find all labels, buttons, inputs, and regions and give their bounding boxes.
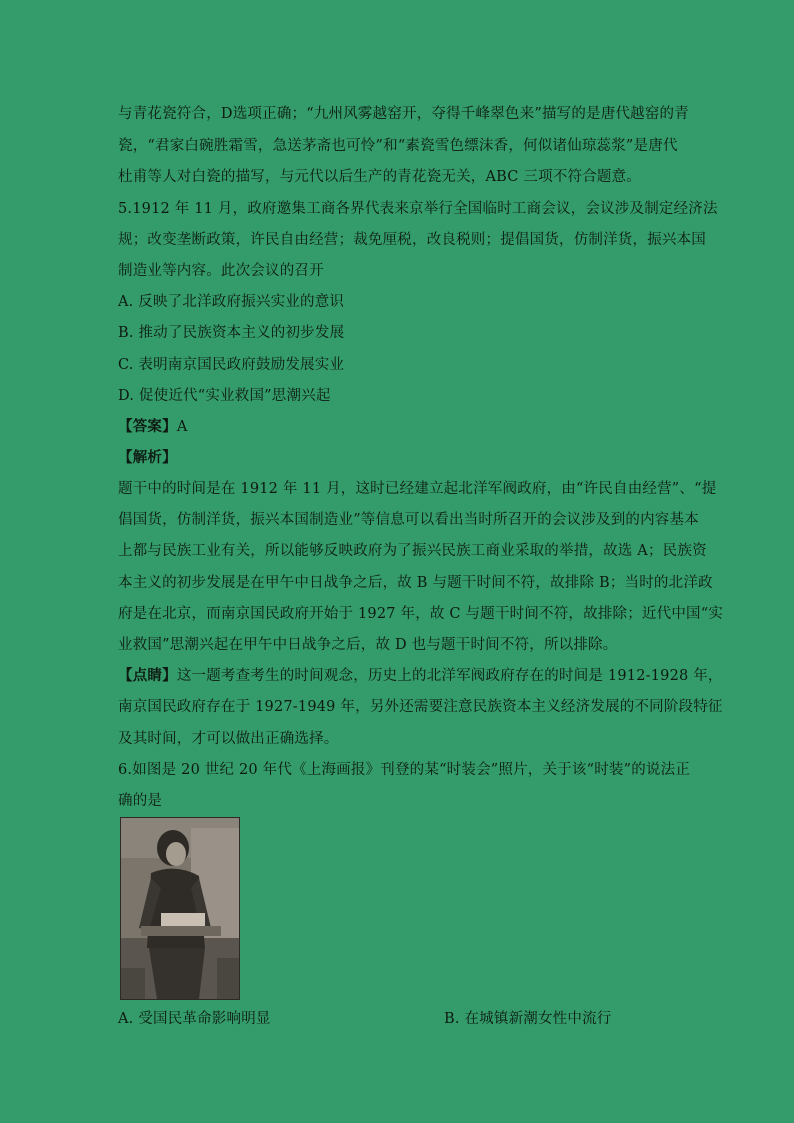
prev-analysis-line: 与青花瓷符合，D选项正确；“九州风雾越窑开，夺得千峰翠色来”描写的是唐代越窑的青 (118, 106, 689, 122)
answer-value: A (176, 419, 188, 435)
fashion-photo (120, 817, 240, 1000)
woman-in-qipao-image (121, 818, 239, 999)
q5-stem-line: 制造业等内容。此次会议的召开 (118, 263, 324, 279)
q6-stem-line: 6.如图是 20 世纪 20 年代《上海画报》刊登的某“时装会”照片，关于该“时装”的说法正 (118, 762, 691, 778)
q5-comment-line: 及其时间，才可以做出正确选择。 (118, 731, 339, 747)
comment-text: 这一题考查考生的时间观念，历史上的北洋军阀政府存在的时间是 1912-1928 年， (176, 668, 723, 684)
q5-option-d: D. 促使近代“实业救国”思潮兴起 (118, 388, 331, 404)
q5-option-b: B. 推动了民族资本主义的初步发展 (118, 325, 345, 341)
q5-analysis-line: 题干中的时间是在 1912 年 11 月，这时已经建立起北洋军阀政府，由“许民自由经营”、“提 (118, 481, 717, 497)
q5-answer (118, 417, 678, 437)
answer-label: 【答案】 (118, 418, 177, 435)
q5-analysis-line: 上都与民族工业有关，所以能够反映政府为了振兴民族工商业采取的举措，故选 A；民族资 (118, 543, 707, 559)
q5-option-a: A. 反映了北洋政府振兴实业的意识 (118, 294, 345, 310)
q6-option-b: B. 在城镇新潮女性中流行 (444, 1011, 612, 1027)
q5-comment-line (118, 666, 723, 686)
q5-option-c: C. 表明南京国民政府鼓励发展实业 (118, 357, 345, 373)
prev-analysis-line: 瓷，“君家白碗胜霜雪，急送茅斋也可怜”和“素瓷雪色缥沫香，何似诸仙琼蕊浆”是唐代 (118, 138, 678, 154)
q5-stem-line: 5.1912 年 11 月，政府邀集工商各界代表来京举行全国临时工商会议，会议涉及制定经济法 (118, 201, 718, 217)
comment-label: 【点睛】 (118, 667, 177, 684)
q5-comment-line: 南京国民政府存在于 1927-1949 年，另外还需要注意民族资本主义经济发展的不同阶段特征 (118, 699, 723, 715)
analysis-label: 【解析】 (118, 449, 177, 466)
q6-options-row (118, 1009, 758, 1029)
q6-stem-line: 确的是 (118, 793, 163, 809)
prev-analysis-line: 杜甫等人对白瓷的描写，与元代以后生产的青花瓷无关，ABC 三项不符合题意。 (118, 169, 641, 185)
q6-option-a: A. 受国民革命影响明显 (118, 1011, 271, 1027)
q5-analysis-line: 倡国货，仿制洋货，振兴本国制造业”等信息可以看出当时所召开的会议涉及到的内容基本 (118, 512, 699, 528)
q5-analysis-line: 府是在北京，而南京国民政府开始于 1927 年，故 C 与题干时间不符，故排除；近代中国“实 (118, 606, 724, 622)
q5-analysis-line: 本主义的初步发展是在甲午中日战争之后，故 B 与题干时间不符，故排除 B；当时的北洋政 (118, 575, 713, 591)
q5-stem-line: 规；改变垄断政策，许民自由经营；裁免厘税，改良税则；提倡国货，仿制洋货，振兴本国 (118, 232, 706, 248)
q5-analysis-line: 业救国”思潮兴起在甲午中日战争之后，故 D 也与题干时间不符，所以排除。 (118, 637, 618, 653)
